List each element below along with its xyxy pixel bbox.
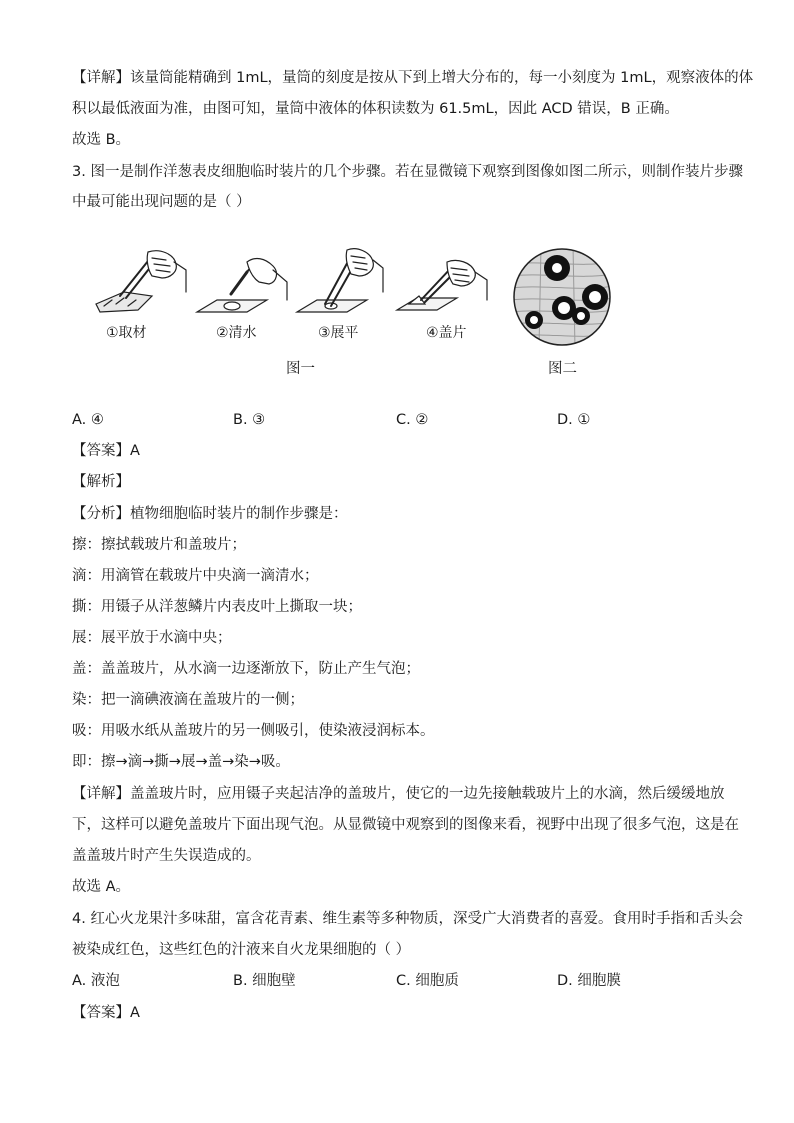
analysis-line: 撕：用镊子从洋葱鳞片内表皮叶上撕取一块； [72, 599, 362, 615]
q4-stem-line-2: 被染成红色，这些红色的汁液来自火龙果细胞的（ ） [72, 942, 411, 958]
q3-option-d: D. ① [557, 412, 591, 428]
analysis-line: 展：展平放于水滴中央； [72, 630, 232, 646]
q3-option-c: C. ② [396, 412, 429, 428]
step-1-drawing [96, 251, 186, 312]
q3-analysis-head: 【解析】 [72, 474, 130, 490]
q4-option-a: A. 液泡 [72, 973, 120, 989]
figure-1-caption: 图一 [286, 361, 315, 377]
analysis-line: 染：把一滴碘液滴在盖玻片的一侧； [72, 692, 304, 708]
q3-detail-line-1: 【详解】盖盖玻片时，应用镊子夹起洁净的盖玻片，使它的一边先接触载玻片上的水滴，然后缓缓地放 [72, 786, 725, 802]
q4-option-d: D. 细胞膜 [557, 973, 621, 989]
q4-answer: 【答案】A [72, 1005, 140, 1021]
q3-answer: 【答案】A [72, 443, 140, 459]
step-1-label: ①取材 [106, 325, 147, 341]
choose-a: 故选 A。 [72, 879, 131, 895]
analysis-line: 即：擦→滴→撕→展→盖→染→吸。 [72, 754, 290, 770]
figure-2-microscope-view [511, 246, 613, 348]
step-3-label: ③展平 [318, 325, 359, 341]
analysis-line: 盖：盖盖玻片，从水滴一边逐渐放下，防止产生气泡； [72, 661, 420, 677]
figure-1-illustration [90, 248, 500, 330]
analysis-line: 滴：用滴管在载玻片中央滴一滴清水； [72, 568, 319, 584]
analysis-line: 吸：用吸水纸从盖玻片的另一侧吸引，使染液浸润标本。 [72, 723, 435, 739]
q3-option-a: A. ④ [72, 412, 104, 428]
q4-option-b: B. 细胞壁 [233, 973, 296, 989]
q3-option-b: B. ③ [233, 412, 266, 428]
figure-2-caption: 图二 [548, 361, 577, 377]
detail-line-2: 积以最低液面为准，由图可知，量筒中液体的体积读数为 61.5mL，因此 ACD 错误，B 正确。 [72, 101, 679, 117]
q4-stem-line-1: 4. 红心火龙果汁多味甜，富含花青素、维生素等多种物质，深受广大消费者的喜爱。食用时手指和舌头会 [72, 911, 743, 927]
detail-line-1: 【详解】该量筒能精确到 1mL，量筒的刻度是按从下到上增大分布的，每一小刻度为 1mL，观察液体的体 [72, 70, 754, 86]
step-4-drawing [397, 260, 487, 310]
step-4-label: ④盖片 [426, 325, 467, 341]
q3-stem-line-1: 3. 图一是制作洋葱表皮细胞临时装片的几个步骤。若在显微镜下观察到图像如图二所示，则制作装片步骤 [72, 164, 743, 180]
q4-option-c: C. 细胞质 [396, 973, 459, 989]
q3-stem-line-2: 中最可能出现问题的是（ ） [72, 194, 251, 210]
choose-b: 故选 B。 [72, 132, 131, 148]
step-2-drawing [197, 259, 287, 312]
analysis-line: 擦：擦拭载玻片和盖玻片； [72, 537, 246, 553]
analysis-line: 【分析】植物细胞临时装片的制作步骤是： [72, 506, 348, 522]
step-2-label: ②清水 [216, 325, 257, 341]
step-3-drawing [297, 249, 383, 312]
q3-detail-line-3: 盖盖玻片时产生失误造成的。 [72, 848, 261, 864]
q3-detail-line-2: 下，这样可以避免盖玻片下面出现气泡。从显微镜中观察到的图像来看，视野中出现了很多气泡，这是在 [72, 817, 739, 833]
